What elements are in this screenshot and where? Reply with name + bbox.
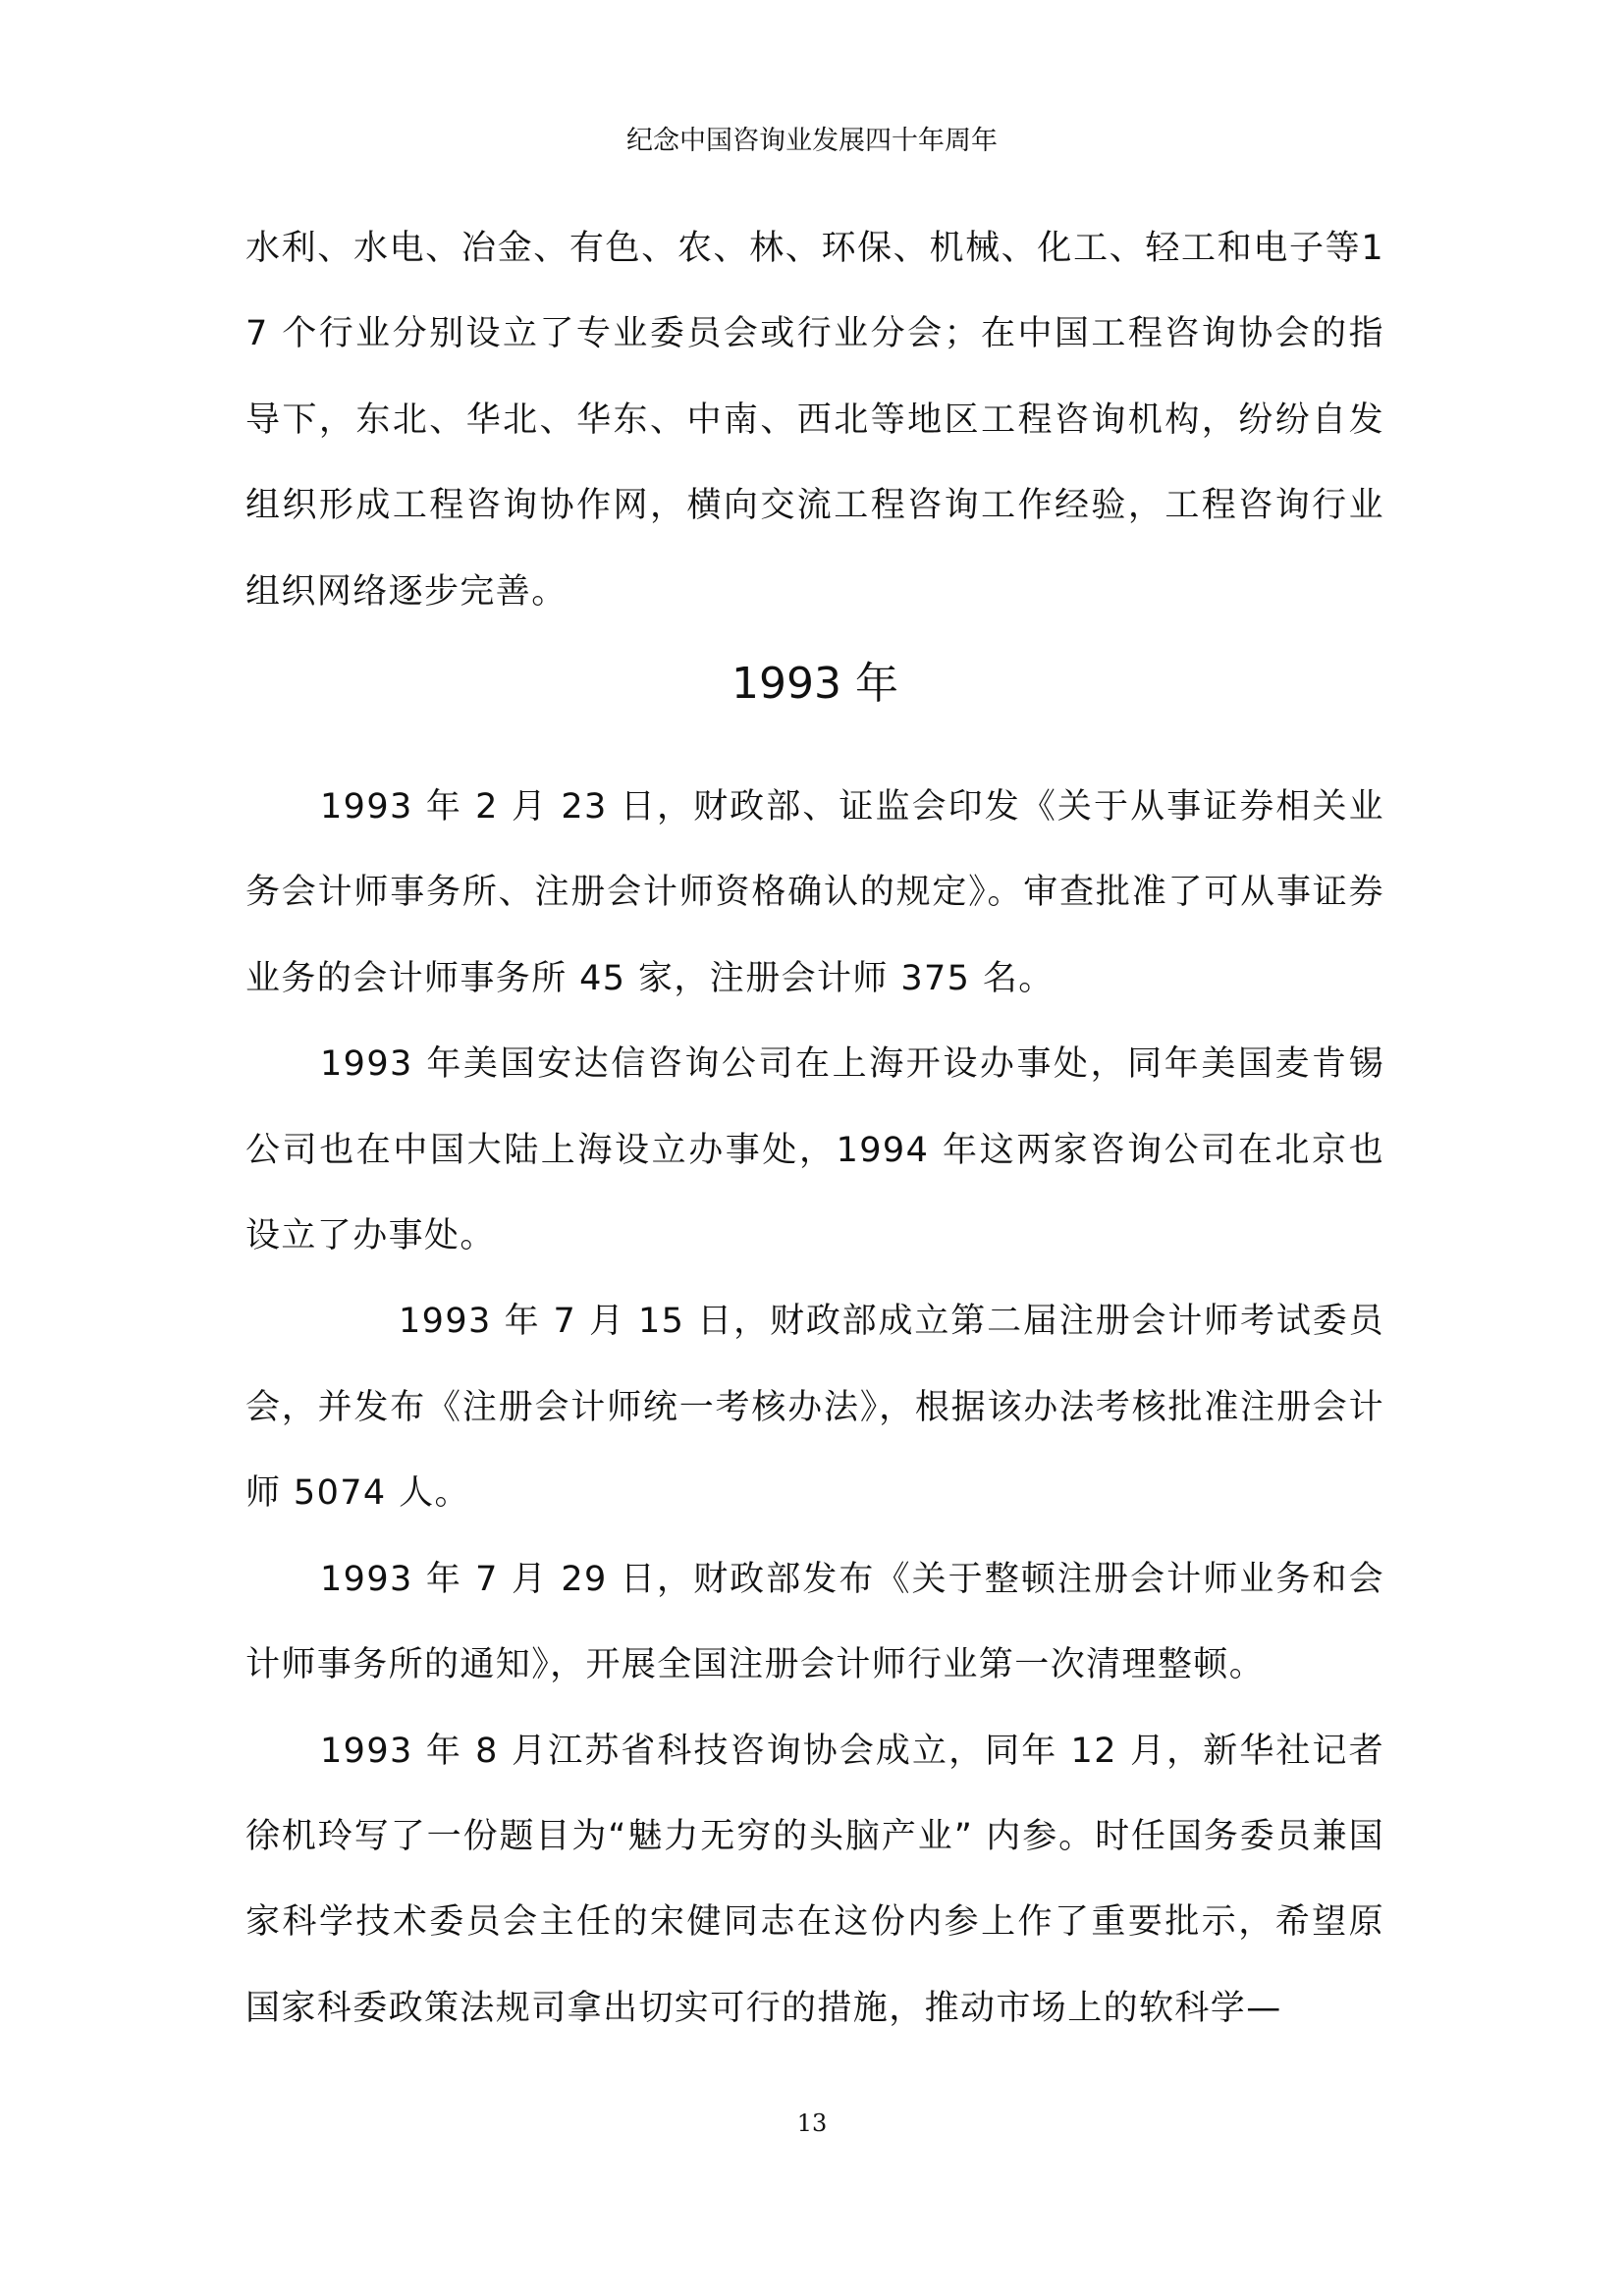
paragraph-feb-23: 1993 年 2 月 23 日，财政部、证监会印发《关于从事证券相关业务会计师事务所、注册会计师资格确认的规定》。审查批准了可从事证券业务的会计师事务所 45 家，注册会计师 375 名。 [245,787,1384,998]
body-text [245,206,1384,2052]
page-number: 13 [796,2109,828,2137]
paragraph-jul-29: 1993 年 7 月 29 日，财政部发布《关于整顿注册会计师业务和会计师事务所的通知》，开展全国注册会计师行业第一次清理整顿。 [245,1559,1384,1685]
paragraph-aug-jiangsu: 1993 年 8 月江苏省科技咨询协会成立，同年 12 月，新华社记者徐机玲写了一份题目为“魅力无穷的头脑产业” 内参。时任国务委员兼国家科学技术委员会主任的宋健同志在这份内参上作了重要批示，希望原国家科委政策法规司拿出切实可行的措施，推动市场上的软科学— [245,1731,1384,2028]
paragraph-arthur-andersen-mckinsey: 1993 年美国安达信咨询公司在上海开设办事处，同年美国麦肯锡公司也在中国大陆上海设立办事处，1994 年这两家咨询公司在北京也设立了办事处。 [245,1044,1384,1256]
paragraph-jul-15: 1993 年 7 月 15 日，财政部成立第二届注册会计师考试委员会，并发布《注册会计师统一考核办法》，根据该办法考核批准注册会计师 5074 人。 [245,1302,1384,1514]
paragraph-continued: 水利、水电、冶金、有色、农、林、环保、机械、化工、轻工和电子等17 个行业分别设立了专业委员会或行业分会；在中国工程咨询协会的指导下，东北、华北、华东、中南、西北等地区工程咨询机构，纷纷自发组织形成工程咨询协作网，横向交流工程咨询工作经验，工程咨询行业组织网络逐步完善。 [245,229,1384,612]
section-heading-year: 1993 年 [731,659,898,710]
running-header: 纪念中国咨询业发展四十年周年 [626,126,998,156]
